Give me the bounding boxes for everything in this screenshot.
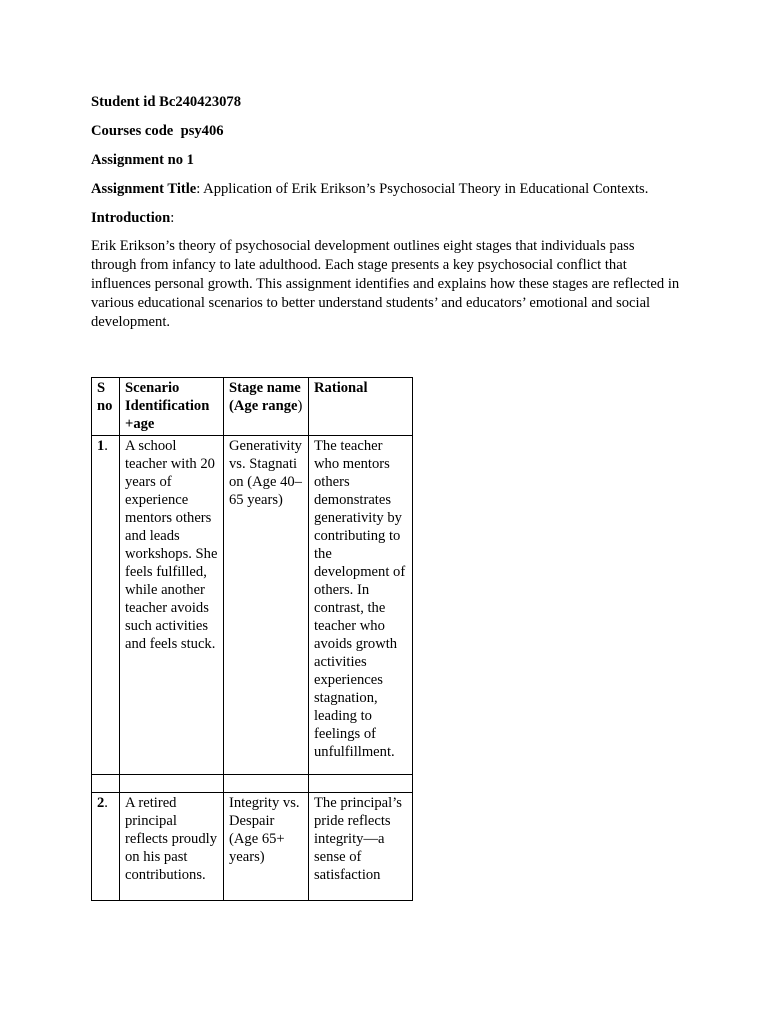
header-stage	[224, 378, 309, 436]
student-id: Student id Bc240423078	[91, 94, 242, 110]
stage-cell: Generativity vs. Stagnation (Age 40–65 years)	[224, 436, 309, 775]
assignment-title-text: : Application of Erik Erikson’s Psychosocial Theory in Educational Contexts.	[196, 181, 649, 197]
row-number	[92, 436, 120, 775]
header-rational: Rational	[309, 378, 413, 436]
document-page	[91, 92, 691, 332]
assignment-title	[91, 179, 691, 199]
rational-cell: The teacher who mentors others demonstrates generativity by contributing to the development of others. In contrast, the teacher who avoids growth activities experiences stagnation, leading to feelings of unfulfillment.	[309, 436, 413, 775]
course-code: Courses code psy406	[91, 123, 224, 139]
table-header-row	[92, 378, 413, 436]
spacer-cell	[120, 775, 224, 793]
introduction-heading-colon: :	[170, 210, 175, 226]
rational-cell: The principal’s pride reflects integrity—a sense of satisfaction	[309, 793, 413, 901]
introduction-heading	[91, 208, 691, 228]
row-number-value: 1	[97, 438, 105, 454]
spacer-cell	[309, 775, 413, 793]
table-row	[92, 436, 413, 775]
stage-cell: Integrity vs. Despair (Age 65+ years)	[224, 793, 309, 901]
header-sno: S no	[92, 378, 120, 436]
row-number-dot: .	[104, 438, 108, 454]
header-scenario: Scenario Identification +age	[120, 378, 224, 436]
spacer-cell	[92, 775, 120, 793]
introduction-paragraph: Erik Erikson’s theory of psychosocial development outlines eight stages that individuals pass through from infancy to late adulthood. Each stage presents a key psychosocial conflict that influences personal growth. This assignment identifies and explains how these stages are reflected in various educational scenarios to better understand students’ and educators’ emotional and social development.	[91, 238, 680, 330]
spacer-cell	[224, 775, 309, 793]
table-row	[92, 793, 413, 901]
row-number	[92, 793, 120, 901]
row-number-dot: .	[104, 795, 108, 811]
scenario-cell: A school teacher with 20 years of experience mentors others and leads workshops. She feels fulfilled, while another teacher avoids such activities and feels stuck.	[120, 436, 224, 775]
introduction-heading-label: Introduction	[91, 210, 171, 226]
scenario-cell: A retired principal reflects proudly on his past contributions.	[120, 793, 224, 901]
header-stage-paren: )	[297, 398, 303, 414]
assignment-number: Assignment no 1	[91, 152, 194, 168]
row-number-value: 2	[97, 795, 105, 811]
assignment-title-label: Assignment Title	[91, 181, 197, 197]
table-spacer-row	[92, 775, 413, 793]
header-stage-label: Stage name (Age range	[229, 380, 301, 414]
scenario-table	[91, 377, 413, 901]
